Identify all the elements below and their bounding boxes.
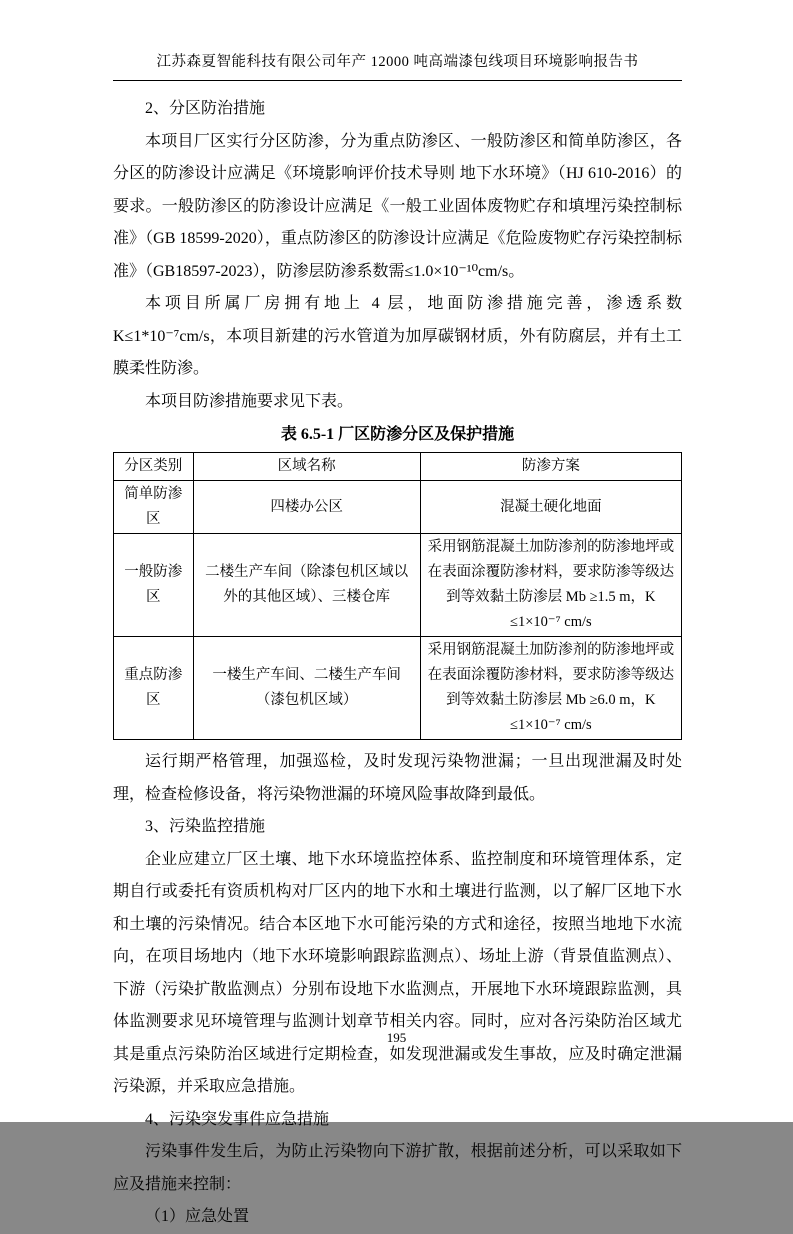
seepage-zoning-table — [113, 452, 682, 740]
table-cell-zone-type: 简单防渗区 — [114, 481, 194, 534]
table-cell-area-name: 四楼办公区 — [193, 481, 420, 534]
table-cell-seepage-plan: 采用钢筋混凝土加防渗剂的防渗地坪或在表面涂覆防渗材料，要求防渗等级达到等效黏土防渗层 Mb ≥1.5 m，K ≤1×10⁻⁷ cm/s — [420, 534, 681, 637]
paragraph-monitoring: 企业应建立厂区土壤、地下水环境监控体系、监控制度和环境管理体系，定期自行或委托有资质机构对厂区内的地下水和土壤进行监测，以了解厂区地下水和土壤的污染情况。结合本区地下水可能污染的方式和途径，按照当地地下水流向，在项目场地内（地下水环境影响跟踪监测点）、场址上游（背景值监测点）、下游（污染扩散监测点）分别布设地下水监测点，开展地下水环境跟踪监测，具体监测要求见环境管理与监测计划章节相关内容。同时，应对各污染防治区域尤其是重点污染防治区域进行定期检查，如发现泄漏或发生事故，应及时确定泄漏污染源，并采取应急措施。 — [113, 850, 682, 1095]
paragraph-item-1: （1）应急处置 — [145, 1208, 250, 1225]
table-cell-seepage-plan: 采用钢筋混凝土加防渗剂的防渗地坪或在表面涂覆防渗材料，要求防渗等级达到等效黏土防渗层 Mb ≥6.0 m，K ≤1×10⁻⁷ cm/s — [420, 637, 681, 740]
table-row — [114, 534, 682, 637]
table-header-seepage-plan: 防渗方案 — [420, 453, 681, 481]
page-number: 195 — [386, 1030, 407, 1045]
paragraph-operation: 运行期严格管理，加强巡检，及时发现污染物泄漏；一旦出现泄漏及时处理，检查检修设备，将污染物泄漏的环境风险事故降到最低。 — [113, 753, 682, 803]
section-heading-4: 4、污染突发事件应急措施 — [145, 1110, 330, 1128]
table-cell-zone-type: 一般防渗区 — [114, 534, 194, 637]
table-header-zone-type: 分区类别 — [114, 453, 194, 481]
table-caption: 表 6.5-1 厂区防渗分区及保护措施 — [280, 426, 515, 443]
section-heading-2: 2、分区防治措施 — [145, 100, 266, 117]
table-cell-seepage-plan: 混凝土硬化地面 — [420, 481, 681, 534]
report-header-title: 江苏森夏智能科技有限公司年产 12000 吨高端漆包线项目环境影响报告书 — [113, 50, 682, 81]
section-heading-3: 3、污染监控措施 — [145, 818, 266, 835]
table-cell-area-name: 二楼生产车间（除漆包机区域以外的其他区域）、三楼仓库 — [193, 534, 420, 637]
table-header-area-name: 区域名称 — [193, 453, 420, 481]
document-body — [113, 93, 682, 1234]
paragraph-emergency: 污染事件发生后，为防止污染物向下游扩散，根据前述分析，可以采取如下应及措施来控制： — [113, 1143, 682, 1193]
paragraph-building: 本项目所属厂房拥有地上 4 层，地面防渗措施完善，渗透系数 K≤1*10⁻⁷cm/s，本项目新建的污水管道为加厚碳钢材质，外有防腐层，并有土工膜柔性防渗。 — [113, 295, 682, 377]
table-header-row — [114, 453, 682, 481]
paragraph-see-table: 本项目防渗措施要求见下表。 — [145, 392, 354, 410]
table-cell-area-name: 一楼生产车间、二楼生产车间（漆包机区域） — [193, 637, 420, 740]
table-row — [114, 481, 682, 534]
paragraph-zoning: 本项目厂区实行分区防渗，分为重点防渗区、一般防渗区和简单防渗区，各分区的防渗设计应满足《环境影响评价技术导则 地下水环境》（HJ 610-2016）的要求。一般防渗区的防渗设计应满足《一般工业固体废物贮存和填埋污染控制标准》（GB 18599-2020），重点防渗区的防渗设计应满足《危险废物贮存污染控制标准》（GB18597-2023），防渗层防渗系数需≤1.0×10⁻¹⁰cm/s。 — [113, 132, 682, 280]
page-content — [113, 50, 682, 1234]
table-cell-zone-type: 重点防渗区 — [114, 637, 194, 740]
table-row — [114, 637, 682, 740]
